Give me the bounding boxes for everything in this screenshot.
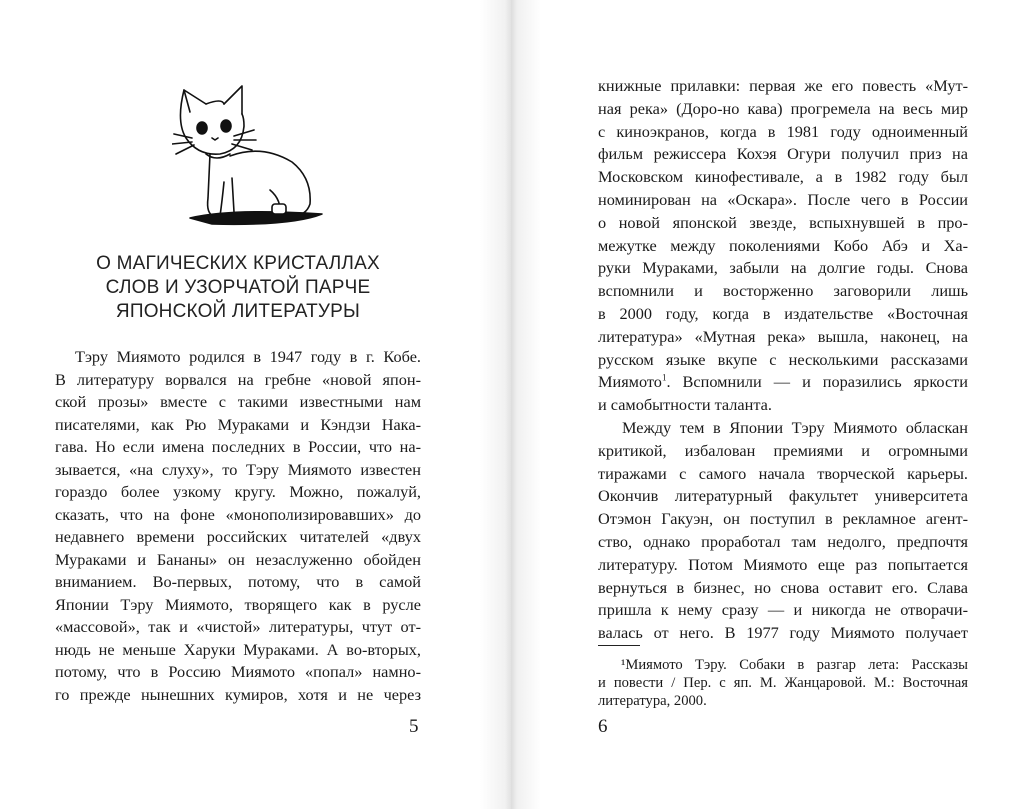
footnote-line: ¹Миямото Тэру. Собаки в разгар лета: Рассказы	[621, 657, 968, 673]
text-line: критикой, избалован премиями и огромными	[598, 440, 968, 460]
right-page	[511, 0, 1022, 809]
text-line: литературу. Потом Миямото еще раз попытается	[598, 554, 968, 574]
text-line: ная река» (Доро-но кава) прогремела на весь мир	[598, 98, 968, 118]
text-line: тиражами с самого начала творческой карьеры.	[598, 463, 968, 483]
text-line	[598, 372, 968, 392]
text-line: пришла к нему сразу — и никогда не отворачи-	[598, 600, 968, 620]
footnote-line: и повести / Пер. с яп. М. Жанцаровой. М.: Восточная	[598, 675, 968, 691]
text-fragment: . Вспомнили — и поразились яркости	[666, 372, 968, 392]
text-line: гораздо более узкому кругу. Можно, пожалуй,	[55, 482, 421, 501]
text-line: книжные прилавки: первая же его повесть «Мут-	[598, 76, 968, 95]
footnote-divider	[598, 645, 640, 646]
text-line: писателями, как Рю Мураками и Кэндзи Нака-	[55, 414, 421, 434]
text-line: «массовой», так и «чистой» литературы, чтут от-	[55, 617, 421, 636]
heading-line: О МАГИЧЕСКИХ КРИСТАЛЛАХ	[96, 253, 380, 274]
text-line: Тэру Миямото родился в 1947 году в г. Кобе.	[75, 347, 421, 366]
text-line: в 2000 году, когда в издательстве «Восточная	[598, 304, 968, 323]
text-line: русском языке вкупе с несколькими рассказами	[598, 349, 968, 369]
footnote-line: литература, 2000.	[598, 693, 707, 709]
heading-line: СЛОВ И УЗОРЧАТОЙ ПАРЧЕ	[105, 277, 371, 298]
page-number: 6	[598, 716, 608, 737]
text-line: и самобытности таланта.	[598, 395, 772, 415]
text-line: валась от него. В 1977 году Миямото получает	[598, 623, 968, 643]
text-line: ство, однако проработал там недолго, предпочтя	[598, 532, 968, 551]
text-line: литература» «Мутная река» вышла, наконец, на	[598, 326, 968, 346]
text-line: потому, что в Россию Миямото «попал» намно-	[55, 662, 421, 681]
text-line: зывается, «на слуху», то Тэру Миямото известен	[55, 459, 421, 479]
text-fragment: Миямото	[598, 372, 662, 392]
text-line: руки Мураками, забыли на долгие годы. Снова	[598, 258, 968, 278]
text-line: Японии Тэру Миямото, творящего как в русле	[55, 594, 421, 614]
cat-illustration	[172, 82, 324, 228]
text-line: номинирован на «Оскара». После чего в России	[598, 190, 968, 209]
page-number: 5	[409, 716, 419, 737]
text-line: межутке между поколениями Кобо Абэ и Ха-	[598, 235, 968, 255]
text-line: Мураками и Бананы» он незаслуженно обойден	[55, 549, 421, 569]
text-line: Между тем в Японии Тэру Миямото обласкан	[622, 418, 968, 437]
text-line: о новой японской звезде, вспыхнувшей в про-	[598, 212, 968, 232]
text-line: Отэмон Гакуэн, он поступил в рекламное агент-	[598, 509, 968, 529]
text-line: го прежде нынешних кумиров, хотя и не через	[55, 684, 421, 704]
footnote-ref[interactable]: 1	[661, 372, 667, 383]
text-line: вернуться в бизнес, но снова оставит его. Слава	[598, 577, 968, 597]
text-line: В литературу ворвался на гребне «новой япон-	[55, 369, 421, 389]
text-line: Окончив литературный факультет университета	[598, 486, 968, 506]
text-line: вниманием. Во-первых, потому, что в самой	[55, 572, 421, 591]
text-line: Московском кинофестивале, а в 1982 году был	[598, 167, 968, 187]
text-line: с киноэкранов, когда в 1981 году одноименный	[598, 121, 968, 141]
text-line: недавнего времени российских читателей «двух	[55, 527, 421, 546]
heading-line: ЯПОНСКОЙ ЛИТЕРАТУРЫ	[115, 301, 361, 322]
text-line: вспомнили и восторженно заговорили лишь	[598, 281, 968, 301]
text-line: гава. Но если имена последних в России, что на-	[55, 437, 421, 456]
text-line: ской прозы» вместе с такими известными нам	[55, 392, 421, 411]
text-line: нюдь не меньше Харуки Мураками. А во-вторых,	[55, 639, 421, 659]
text-line: сказать, что на фоне «монополизировавших» до	[55, 504, 421, 524]
text-line: фильм режиссера Кохэя Огури получил приз на	[598, 144, 968, 164]
